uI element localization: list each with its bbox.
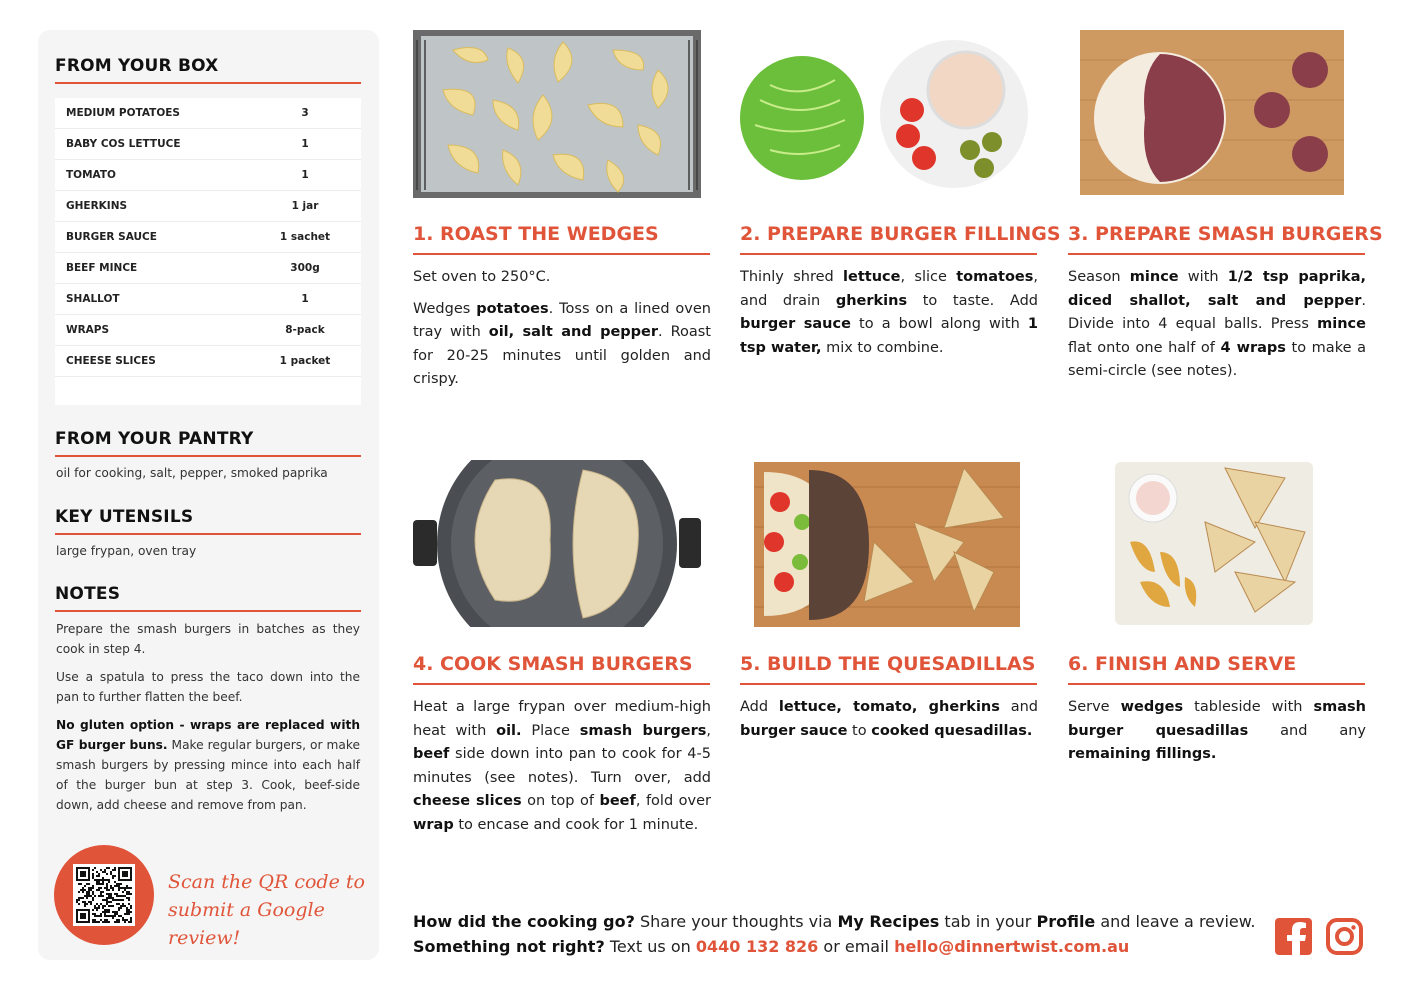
footer-line-2 [413,934,1255,959]
step-5-body [740,696,1038,751]
step-text: side down into pan to cook for 4-5 minutes (see notes). Turn over, add [413,746,711,786]
step-ingredient-highlight: mince [1129,269,1179,285]
qr-call-to-action [168,868,368,952]
box-item-name: BABY COS LETTUCE [66,138,181,150]
step-text: Add [740,699,779,715]
box-item-row [55,253,361,284]
qr-badge[interactable] [54,845,154,945]
step-text: tableside with [1183,699,1314,715]
step-1-rule [413,253,710,255]
step-3-photo [1080,30,1344,195]
step-ingredient-highlight: beef [599,793,636,809]
step-text: mix to combine. [821,339,944,356]
step-5-photo [754,462,1020,627]
step-text: , fold over [635,793,711,809]
box-heading: FROM YOUR BOX [55,56,219,76]
box-item-row [55,160,361,191]
box-item-qty: 1 [301,169,309,181]
box-item-qty: 1 jar [291,200,319,212]
box-item-name: CHEESE SLICES [66,355,156,367]
step-ingredient-highlight: 1/2 tsp paprika, diced shallot, salt and pepper [1068,269,1366,309]
footer-q1: How did the cooking go? [413,912,635,931]
box-item-row [55,346,361,377]
step-1-title: 1. ROAST THE WEDGES [413,223,659,245]
step-paragraph [413,266,711,290]
step-ingredient-highlight: smash burgers [579,722,707,739]
box-item-name: WRAPS [66,324,110,336]
box-item-name: BURGER SAUCE [66,231,157,243]
utensils-heading: KEY UTENSILS [55,507,194,527]
step-ingredient-highlight: lettuce [843,269,901,285]
step-text: and [999,699,1039,715]
step-text: , [706,722,711,739]
step-paragraph [413,696,711,837]
footer-line-1 [413,909,1255,934]
step-4-photo [413,460,701,627]
step-ingredient-highlight: wrap [413,816,454,833]
utensils-text: large frypan, oven tray [56,544,197,558]
step-text: Season [1068,269,1130,285]
step-6-body [1068,696,1366,775]
qr-cta-line-1: Scan the QR code to [168,871,365,893]
step-4-rule [413,683,710,685]
step-2-body [740,266,1038,368]
box-item-qty: 1 [301,293,309,305]
step-text: to [847,722,872,739]
step-text: Set oven to 250°C. [413,269,551,285]
step-5-rule [740,683,1037,685]
note-3 [56,715,360,815]
step-paragraph [413,298,711,392]
step-1-photo [413,30,701,198]
step-paragraph [1068,696,1366,767]
step-3-rule [1068,253,1365,255]
step-ingredient-highlight: cooked quesadillas. [871,722,1033,739]
step-3-title: 3. PREPARE SMASH BURGERS [1068,223,1383,245]
step-text: , and drain [740,269,1038,309]
step-ingredient-highlight: 4 wraps [1220,339,1286,356]
step-text: to make a semi-circle (see notes). [1068,339,1366,379]
pantry-heading-rule [55,455,361,457]
step-ingredient-highlight: beef [413,746,450,762]
step-ingredient-highlight: cheese slices [413,793,522,809]
qr-code-icon[interactable] [73,864,135,926]
box-item-row [55,191,361,222]
step-ingredient-highlight: 1 tsp water, [740,316,1038,356]
box-item-name: MEDIUM POTATOES [66,107,180,119]
step-paragraph [740,266,1038,360]
box-item-qty: 1 sachet [279,231,331,243]
instagram-icon[interactable] [1326,918,1363,955]
step-ingredient-highlight: gherkins [835,292,908,309]
footer-q1-c: tab in your [939,912,1037,931]
box-item-row [55,315,361,346]
facebook-icon[interactable] [1275,918,1312,955]
box-item-name: BEEF MINCE [66,262,138,274]
box-item-row [55,129,361,160]
step-4-title: 4. COOK SMASH BURGERS [413,653,693,675]
step-ingredient-highlight: remaining fillings. [1068,746,1217,762]
step-ingredient-highlight: potatoes [476,300,549,317]
pantry-heading: FROM YOUR PANTRY [55,429,254,449]
box-item-qty: 1 [301,138,309,150]
note-2: Use a spatula to press the taco down into the pan to further flatten the beef. [56,670,360,704]
profile-link[interactable]: Profile [1036,912,1096,931]
step-ingredient-highlight: lettuce, tomato, gherkins [778,699,1000,715]
step-text: to encase and cook for 1 minute. [453,816,699,833]
notes-heading: NOTES [55,584,121,604]
qr-cta-line-2: submit a Google review! [168,899,325,949]
step-1-body [413,266,711,400]
box-item-row [55,222,361,253]
box-item-name: GHERKINS [66,200,128,212]
step-text: Wedges [413,300,477,317]
step-ingredient-highlight: mince [1317,316,1366,332]
step-text: Thinly shred [740,269,844,285]
step-text: flat onto one half of [1068,339,1221,356]
note-3-rest: Make regular burgers, or make smash burgers by pressing mince into each half of the burger bun at step 3. Cook, beef-side down, add cheese and remove from pan. [56,738,361,812]
notes-heading-rule [55,610,361,612]
sidebar [38,30,379,960]
step-ingredient-highlight: tomatoes [956,269,1034,285]
email-link[interactable]: hello@dinnertwist.com.au [894,937,1130,956]
step-ingredient-highlight: wedges [1120,699,1184,715]
step-text: on top of [521,793,600,809]
note-1: Prepare the smash burgers in batches as they cook in step 4. [56,622,360,656]
step-text: . Roast for 20-25 minutes until golden and crispy. [413,324,711,387]
box-item-qty: 1 packet [279,355,331,367]
step-5-title: 5. BUILD THE QUESADILLAS [740,653,1036,675]
step-ingredient-highlight: burger sauce [740,316,851,332]
footer-q2-a: Text us on [604,937,696,956]
box-item-row [55,284,361,315]
step-text: with [1178,269,1228,285]
step-text: Heat a large frypan over medium-high heat with [413,699,711,739]
step-text: . Toss on a lined oven tray with [413,300,711,340]
step-6-photo [1115,462,1313,625]
phone-link[interactable]: 0440 132 826 [695,937,819,956]
box-item-qty: 8-pack [285,324,325,336]
footer-q1-a: Share your thoughts via [634,912,838,931]
step-2-photo [740,30,1038,198]
footer-q1-e: and leave a review. [1095,912,1256,931]
box-item-qty: 3 [301,107,309,119]
step-text: . Divide into 4 equal balls. Press [1068,292,1366,332]
utensils-heading-rule [55,533,361,535]
step-text: Serve [1068,699,1121,715]
step-2-rule [740,253,1037,255]
step-paragraph [740,696,1038,743]
box-item-qty: 300g [290,262,320,274]
box-ingredients-table [55,98,361,405]
footer-q2: Something not right? [413,937,605,956]
step-3-body [1068,266,1366,392]
step-ingredient-highlight: oil, salt and pepper [488,324,659,340]
note-3-bold: No gluten option - wraps are replaced with GF burger buns. [56,718,360,752]
step-ingredient-highlight: oil. [496,722,522,739]
pantry-text: oil for cooking, salt, pepper, smoked paprika [56,466,328,480]
step-text: to taste. Add [907,292,1038,309]
step-paragraph [1068,266,1366,384]
footer-q2-b: or email [818,937,895,956]
step-4-body [413,696,711,845]
step-text: Place [521,722,580,739]
step-text: and any [1248,722,1366,739]
step-6-title: 6. FINISH AND SERVE [1068,653,1297,675]
footer [413,909,1255,959]
step-ingredient-highlight: burger sauce [740,722,848,739]
box-item-name: SHALLOT [66,293,120,305]
box-heading-rule [55,82,361,84]
box-item-name: TOMATO [66,169,116,181]
box-item-row [55,98,361,129]
step-6-rule [1068,683,1365,685]
step-2-title: 2. PREPARE BURGER FILLINGS [740,223,1061,245]
notes-text [56,619,360,823]
step-text: to a bowl along with [850,316,1028,332]
step-ingredient-highlight: smash burger quesadillas [1068,699,1366,739]
step-text: , slice [900,269,957,285]
my-recipes-link[interactable]: My Recipes [837,912,940,931]
